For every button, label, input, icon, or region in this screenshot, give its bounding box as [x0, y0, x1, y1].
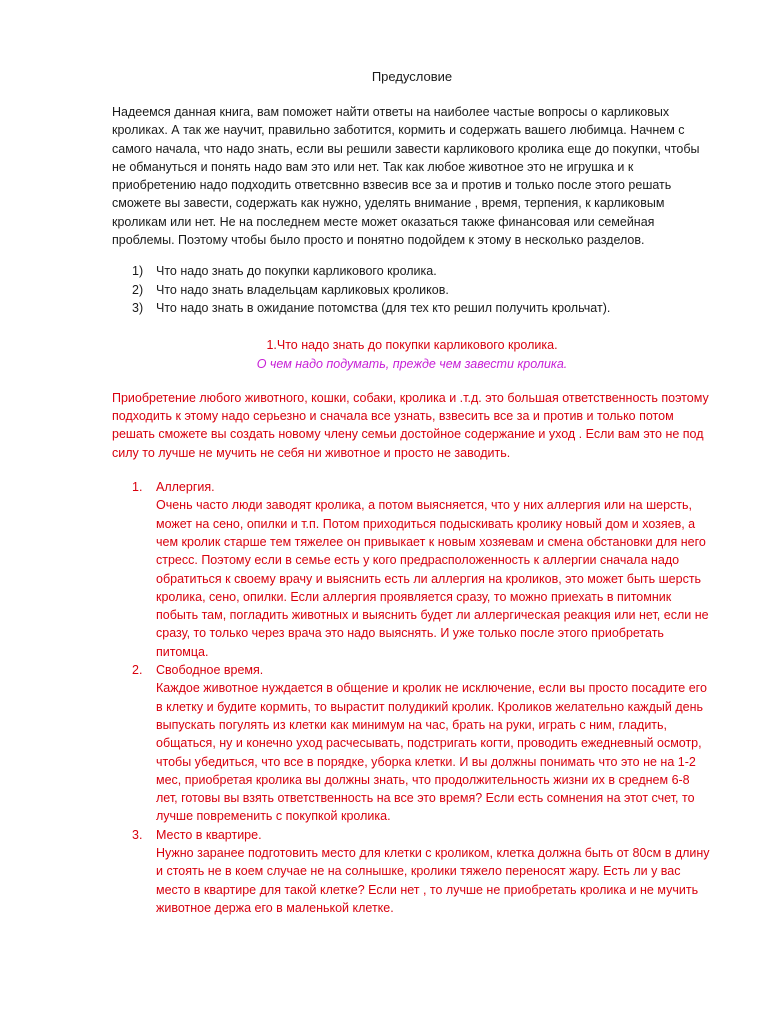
section-item-number: 1.: [132, 480, 143, 495]
section-item-space: [112, 826, 712, 917]
page-title: Предусловие: [371, 69, 453, 84]
section-subtitle: О чем надо подумать, прежде чем завести кролика.: [256, 356, 568, 371]
toc-item-text: Что надо знать владельцам карликовых кроликов.: [156, 282, 449, 297]
toc-item-number: 1): [132, 264, 144, 279]
section-item-title: Свободное время.: [156, 663, 264, 678]
toc-item: [112, 299, 712, 317]
toc-item-number: 3): [132, 300, 144, 315]
toc-item-text: Что надо знать в ожидание потомства (для тех кто решил получить крольчат).: [156, 300, 611, 315]
section-item-title: Аллергия.: [156, 480, 215, 495]
section-item-free-time: [112, 661, 712, 826]
section-item-title: Место в квартире.: [156, 827, 262, 842]
toc-item-number: 2): [132, 282, 144, 297]
section-item-allergy: [112, 478, 712, 661]
toc-item: [112, 281, 712, 299]
section-items-list: [112, 478, 712, 917]
section-title: 1.Что надо знать до покупки карликового кролика.: [266, 338, 558, 353]
section-item-text: Каждое животное нуждается в общение и кролик не исключение, если вы просто посадите его в клетку и будите кормить, то вырастит полудикий кролик. Кроликов желательно каждый день выпускать погулять из клетки как минимум на час, брать на руки, играть с ним, гладить, общаться, ну и конечно уход расчесывать, подстригать когти, проводить ежедневный осмотр, чтобы убедиться, что все в порядке, уборка клетки. И вы должны понимать что это не на 1-2 мес, приобретая кролика вы должны знать, что продолжительность жизни их в среднем 6-8 лет, готовы вы взять ответственность на все это время? Если есть сомнения на этот счет, то лучше повременить с покупкой кролика.: [156, 681, 707, 824]
section-item-text: Очень часто люди заводят кролика, а потом выясняется, что у них аллергия или на шерсть, может на сено, опилки и т.п. Потом приходиться подыскивать кролику новый дом и хозяев, а чем кролик старше тем тяжелее он привыкает к новым хозяевам и смена обстановки для него стресс. Поэтому если в семье есть у кого предрасположенность к аллергии сначала надо обратиться к своему врачу и выяснить есть ли аллергия на кроликов, это может быть шерсть кролика, сено, опилки. Если аллергия проявляется сразу, то можно приехать в питомник побыть там, погладить животных и выяснить будет ли аллергическая реакция или нет, если не сразу, то только через врача это надо выяснять. И уже только после этого приобретать питомца.: [156, 498, 709, 659]
section-item-text: Нужно заранее подготовить место для клетки с кроликом, клетка должна быть от 80см в длину и стоять не в коем случае не на солнышке, кролики тяжело переносят жару. Есть ли у вас место в квартире для такой клетке? Если нет , то лучше не приобретать кролика и не мучить животное держа его в маленькой клетке.: [156, 845, 710, 915]
toc-item-text: Что надо знать до покупки карликового кролика.: [156, 264, 437, 279]
toc-item: [112, 262, 712, 280]
section-item-number: 3.: [132, 827, 143, 842]
toc-list: [112, 262, 712, 317]
document-body: [112, 68, 712, 917]
section-lead-paragraph: Приобретение любого животного, кошки, собаки, кролика и .т.д. это большая ответственность поэтому подходить к этому надо серьезно и сначала все узнать, взвесить все за и против и только потом решать сможете вы создать новому члену семьи достойное содержание и уход . Если вам это не под силу то лучше не мучить не себя ни животное и просто не заводить.: [112, 390, 709, 460]
intro-paragraph: Надеемся данная книга, вам поможет найти ответы на наиболее частые вопросы о карликовых кроликах. А так же научит, правильно заботится, кормить и содержать вашего любимца. Начнем с самого начала, что надо знать, если вы решили завести карликового кролика еще до покупки, чтобы не обмануться и понять надо вам это или нет. Так как любое животное это не игрушка и к приобретению надо подходить ответсвнно взвесив все за и против и только после этого решать сможете вы завести, содержать как нужно, уделять внимание , время, терпения, к карликовым кроликам или нет. Не на последнем месте может оказаться также финансовая или семейная проблемы. Поэтому чтобы было просто и понятно подойдем к этому в несколько разделов.: [112, 105, 700, 248]
section-item-number: 2.: [132, 663, 143, 678]
